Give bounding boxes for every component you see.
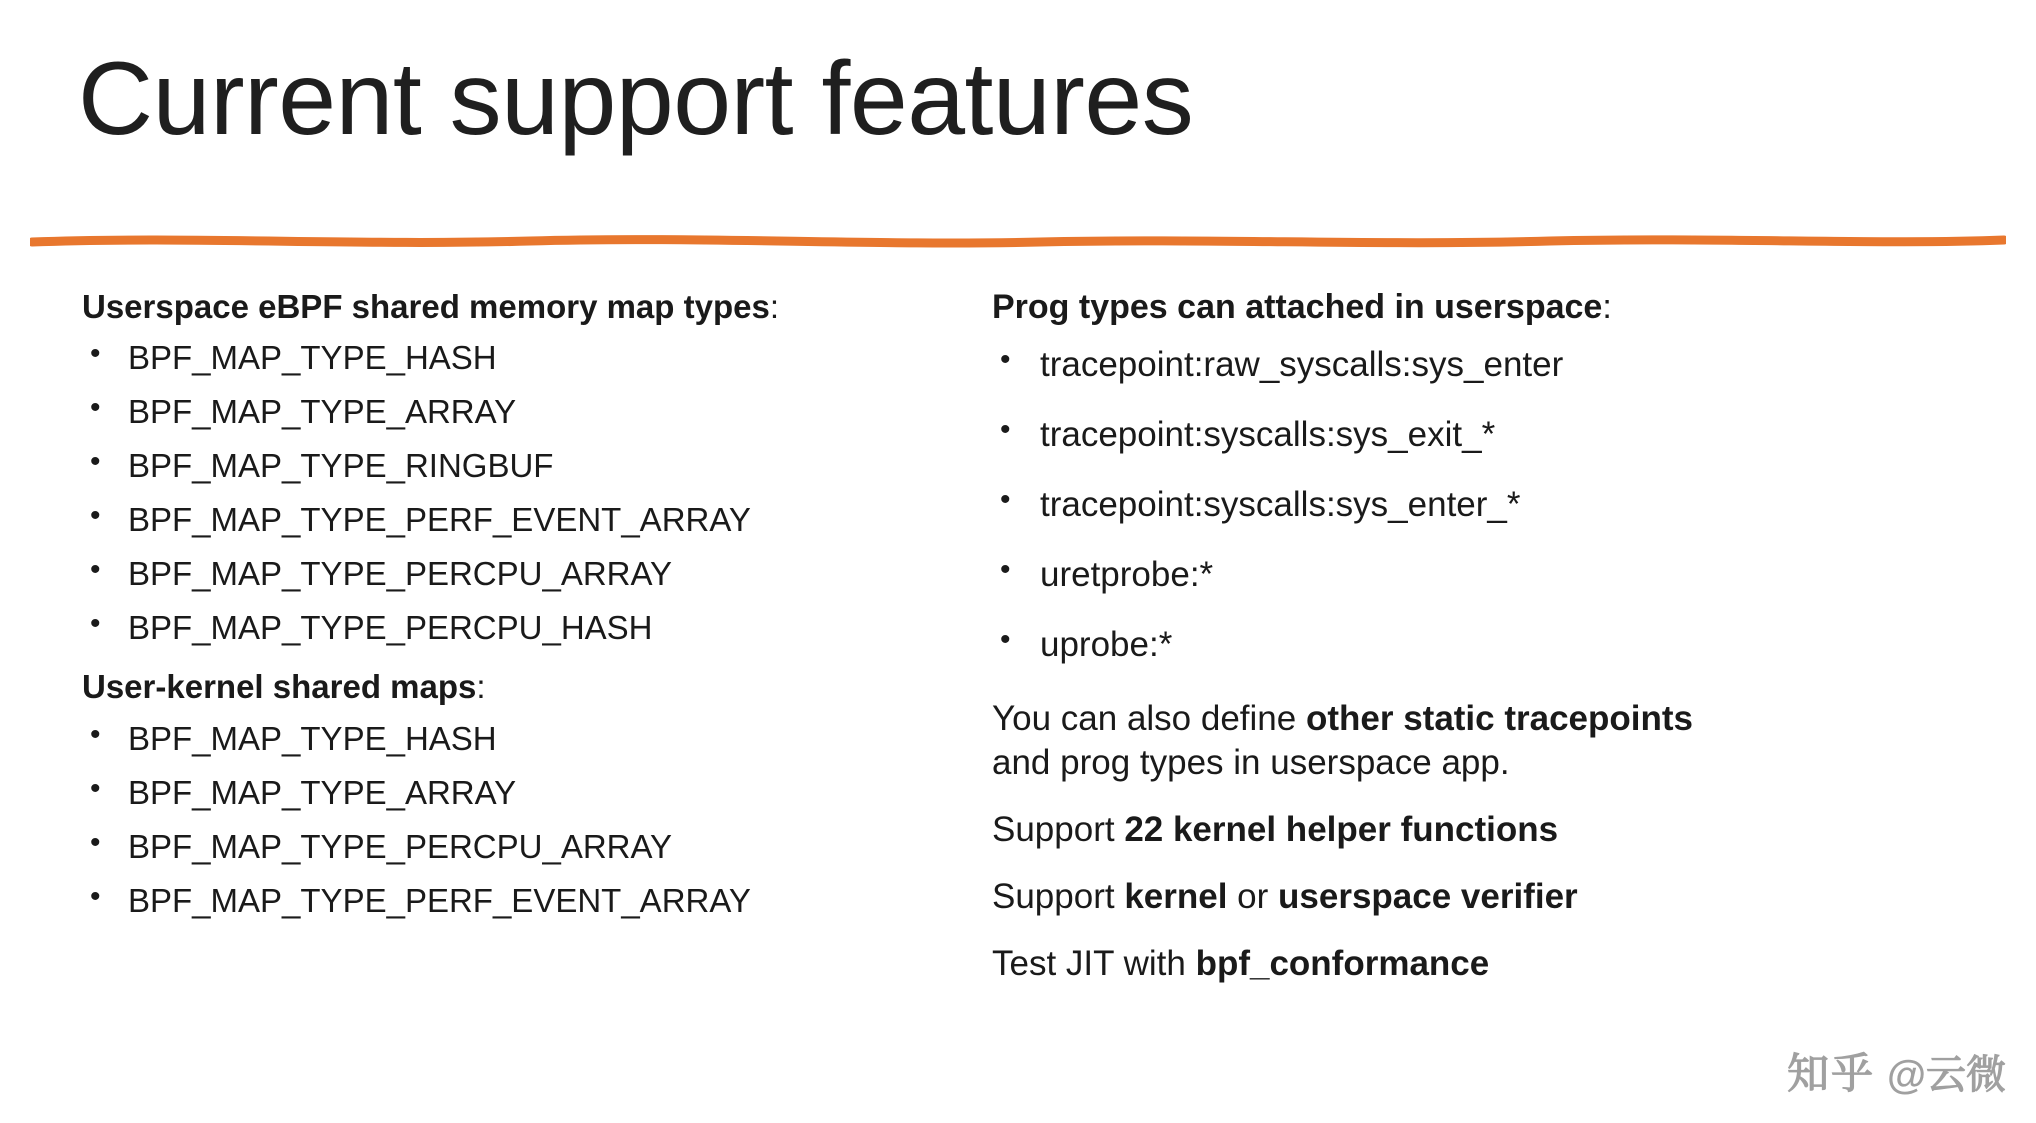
right-para3-bold-kernel: kernel: [1124, 876, 1228, 916]
right-para4-prefix: Test JIT with: [992, 943, 1196, 983]
list-item: • BPF_MAP_TYPE_ARRAY: [82, 776, 992, 809]
right-list-prog-types: [992, 344, 1852, 664]
list-item: • BPF_MAP_TYPE_PERCPU_HASH: [82, 611, 992, 644]
list-item: • BPF_MAP_TYPE_PERF_EVENT_ARRAY: [82, 884, 992, 917]
left-list-map-types: [82, 339, 992, 647]
page-title: Current support features: [78, 41, 1194, 157]
right-para-verifier: [992, 875, 1752, 920]
right-para-helper-functions: [992, 808, 1752, 853]
right-heading-prog-types-bold: Prog types can attached in userspace: [992, 288, 1603, 326]
right-para3-bold-userspace: userspace verifier: [1278, 876, 1578, 916]
right-column: [992, 286, 1852, 1008]
left-heading-shared-maps: [82, 666, 992, 707]
zhihu-logo: 知乎: [1786, 1050, 1875, 1097]
list-item: • uretprobe:*: [992, 557, 1852, 592]
right-para3-prefix: Support: [992, 876, 1125, 916]
right-para3-mid: or: [1227, 876, 1279, 916]
left-list-shared-maps: [82, 719, 992, 919]
left-heading-map-types: [82, 286, 992, 327]
list-item: • tracepoint:syscalls:sys_exit_*: [992, 417, 1852, 452]
list-item: • BPF_MAP_TYPE_RINGBUF: [82, 449, 992, 482]
list-item: • tracepoint:raw_syscalls:sys_enter: [992, 347, 1852, 382]
left-heading-map-types-bold: Userspace eBPF shared memory map types: [82, 288, 770, 325]
title-underline-divider: [30, 232, 2006, 250]
list-item: • BPF_MAP_TYPE_ARRAY: [82, 395, 992, 428]
watermark: [1787, 1041, 2006, 1101]
list-item: • BPF_MAP_TYPE_HASH: [82, 341, 992, 374]
right-para2-bold: 22 kernel helper functions: [1124, 810, 1559, 850]
zhihu-handle: @云微: [1886, 1052, 2006, 1097]
right-para2-prefix: Support: [992, 810, 1125, 850]
left-heading-shared-maps-bold: User-kernel shared maps: [82, 668, 477, 706]
right-heading-prog-types: [992, 286, 1852, 329]
right-para1-bold: other static tracepoints: [1305, 698, 1694, 738]
list-item: • uprobe:*: [992, 627, 1852, 662]
right-para4-bold: bpf_conformance: [1195, 943, 1490, 983]
left-heading-shared-maps-colon: :: [476, 668, 486, 706]
list-item: • BPF_MAP_TYPE_PERCPU_ARRAY: [82, 830, 992, 863]
right-para-jit-conformance: [992, 942, 1752, 987]
left-column: [82, 286, 992, 1008]
right-para1-prefix: You can also define: [992, 698, 1306, 738]
content-columns: [0, 286, 2036, 1008]
list-item: • tracepoint:syscalls:sys_enter_*: [992, 487, 1852, 522]
right-para1-suffix: and prog types in userspace app.: [992, 743, 1510, 783]
right-para-static-tracepoints: [992, 697, 1752, 787]
list-item: • BPF_MAP_TYPE_HASH: [82, 722, 992, 755]
list-item: • BPF_MAP_TYPE_PERCPU_ARRAY: [82, 557, 992, 590]
list-item: • BPF_MAP_TYPE_PERF_EVENT_ARRAY: [82, 503, 992, 536]
left-heading-map-types-colon: :: [769, 288, 779, 325]
right-heading-prog-types-colon: :: [1602, 288, 1612, 326]
